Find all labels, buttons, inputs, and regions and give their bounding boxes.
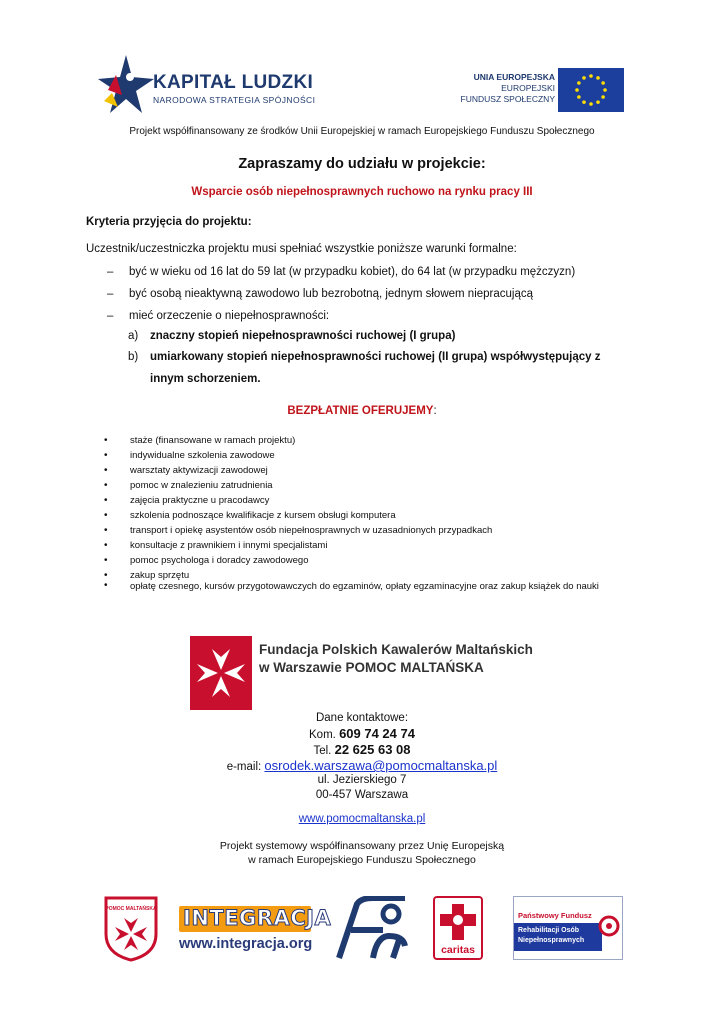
pomoc-maltanska-shield-icon xyxy=(104,896,158,962)
bullet-marker: • xyxy=(104,510,108,521)
offer-item xyxy=(104,495,269,506)
bullet-marker: • xyxy=(104,570,108,581)
bullet-marker: • xyxy=(104,555,108,566)
pfron-logo xyxy=(513,896,623,960)
foundation-name xyxy=(259,641,533,677)
criteria-item xyxy=(107,288,533,300)
offer-item xyxy=(104,450,275,461)
criteria-item-text: mieć orzeczenie o niepełnosprawności: xyxy=(129,310,330,322)
sub-item-marker: a) xyxy=(128,330,139,342)
criteria-intro: Uczestnik/uczestniczka projektu musi spełniać wszystkie poniższe warunki formalne: xyxy=(86,243,517,255)
criteria-item-text: być osobą nieaktywną zawodowo lub bezrobotną, jednym słowem niepracującą xyxy=(129,288,534,300)
far-logo-icon xyxy=(333,896,413,962)
sub-item-text: znaczny stopień niepełnosprawności ruchowej (I grupa) xyxy=(150,330,456,342)
offer-item xyxy=(104,525,492,536)
criteria-item xyxy=(107,310,329,322)
criteria-item-text: być w wieku od 16 lat do 59 lat (w przypadku kobiet), do 64 lat (w przypadku mężczyzn) xyxy=(129,266,576,278)
system-note-line2: w ramach Europejskiego Funduszu Społecznego xyxy=(248,854,476,866)
sub-item-text: umiarkowany stopień niepełnosprawności ruchowej (II grupa) współwystępujący z xyxy=(150,351,601,363)
phone-number: 22 625 63 08 xyxy=(334,742,411,757)
eu-star-icon xyxy=(577,81,581,85)
eu-star-icon xyxy=(596,100,600,104)
offer-item-text: indywidualne szkolenia zawodowe xyxy=(130,450,275,461)
bullet-marker: • xyxy=(104,450,108,461)
integracja-url: www.integracja.org xyxy=(179,936,313,952)
maltese-cross-logo-icon xyxy=(190,636,252,710)
eu-label xyxy=(455,72,555,105)
offer-item xyxy=(104,510,396,521)
website-row xyxy=(0,813,724,825)
cofinanced-note: Projekt współfinansowany ze środków Unii Europejskiej w ramach Europejskiego Funduszu Społecznego xyxy=(129,126,595,137)
invite-title: Zapraszamy do udziału w projekcie: xyxy=(238,156,486,172)
eu-star-icon xyxy=(601,95,605,99)
caritas-logo xyxy=(433,896,483,960)
bullet-marker: • xyxy=(104,465,108,476)
dash-marker: – xyxy=(107,266,114,278)
mobile-number: 609 74 24 74 xyxy=(339,726,415,741)
offer-item-text: szkolenia podnoszące kwalifikacje z kursem obsługi komputera xyxy=(130,510,396,521)
bullet-marker: • xyxy=(104,525,108,536)
foundation-name-line2: w Warszawie POMOC MALTAŃSKA xyxy=(259,660,484,675)
contact-phone xyxy=(0,742,724,757)
eu-star-icon xyxy=(582,100,586,104)
eu-star-icon xyxy=(577,95,581,99)
eu-star-icon xyxy=(575,88,579,92)
eu-star-icon xyxy=(582,76,586,80)
eu-star-icon xyxy=(589,102,593,106)
bullet-marker: • xyxy=(104,580,108,591)
eu-label-line2: EUROPEJSKI xyxy=(501,83,555,93)
integracja-wordmark: INTEGRACJA xyxy=(183,906,332,930)
contact-heading: Dane kontaktowe: xyxy=(315,712,409,724)
foundation-name-line1: Fundacja Polskich Kawalerów Maltańskich xyxy=(259,642,533,657)
offer-item xyxy=(104,465,268,476)
contact-city: 00-457 Warszawa xyxy=(315,789,409,801)
contact-email xyxy=(0,758,724,773)
website-link[interactable]: www.pomocmaltanska.pl xyxy=(298,813,426,825)
sub-item-marker: b) xyxy=(128,351,139,363)
criteria-heading: Kryteria przyjęcia do projektu: xyxy=(86,216,252,228)
pomoc-label: POMOC MALTAŃSKA xyxy=(105,906,157,912)
criteria-sub-item xyxy=(128,351,601,363)
bullet-marker: • xyxy=(104,480,108,491)
criteria-sub-item-continuation xyxy=(150,373,261,385)
dash-marker: – xyxy=(107,288,114,300)
offer-heading-colon: : xyxy=(433,405,437,417)
criteria-sub-item xyxy=(128,330,455,342)
dash-marker: – xyxy=(107,310,114,322)
contact-street: ul. Jezierskiego 7 xyxy=(317,774,407,786)
kapital-ludzki-star-icon xyxy=(98,55,154,120)
offer-item-text: zajęcia praktyczne u pracodawcy xyxy=(130,495,270,506)
email-label: e-mail: xyxy=(226,761,262,773)
offer-item xyxy=(104,435,295,446)
mobile-label: Kom. xyxy=(309,729,336,741)
offer-item-text: warsztaty aktywizacji zawodowej xyxy=(130,465,268,476)
criteria-item xyxy=(107,266,575,278)
eu-label-line1: UNIA EUROPEJSKA xyxy=(473,72,555,82)
integracja-logo xyxy=(179,896,332,956)
offer-item-text: transport i opiekę asystentów osób niepełnosprawnych w uzasadnionych przypadkach xyxy=(130,525,493,536)
eu-star-icon xyxy=(601,81,605,85)
kapital-ludzki-subtitle: NARODOWA STRATEGIA SPÓJNOŚCI xyxy=(153,95,316,105)
pfron-circle-icon xyxy=(598,915,620,937)
offer-item xyxy=(104,555,309,566)
pfron-line3: Niepełnosprawnych xyxy=(518,937,585,944)
eu-star-icon xyxy=(596,76,600,80)
offer-item xyxy=(104,480,273,491)
caritas-label: caritas xyxy=(441,944,475,956)
offer-item xyxy=(104,580,130,591)
kapital-ludzki-title: KAPITAŁ LUDZKI xyxy=(153,72,314,93)
eu-star-icon xyxy=(589,74,593,78)
offer-heading xyxy=(0,405,724,417)
bullet-marker: • xyxy=(104,495,108,506)
system-note-line1: Projekt systemowy współfinansowany przez Unię Europejską xyxy=(219,840,505,852)
eu-star-icon xyxy=(603,88,607,92)
offer-item-text: konsultacje z prawnikiem i innymi specjalistami xyxy=(130,540,328,551)
eu-label-line3: FUNDUSZ SPOŁECZNY xyxy=(460,94,555,104)
contact-mobile xyxy=(0,726,724,741)
offer-item xyxy=(104,540,327,551)
project-name: Wsparcie osób niepełnosprawnych ruchowo na rynku pracy III xyxy=(191,186,533,198)
offer-item-text: pomoc psychologa i doradcy zawodowego xyxy=(130,555,309,566)
eu-flag-icon xyxy=(558,68,624,112)
pfron-line2: Rehabilitacji Osób xyxy=(518,927,580,934)
bullet-marker: • xyxy=(104,540,108,551)
bullet-marker: • xyxy=(104,435,108,446)
offer-item-text: opłatę czesnego, kursów przygotowawczych do egzaminów, opłaty egzaminacyjne oraz zakup książek do nauki xyxy=(130,581,599,592)
caritas-cross-icon xyxy=(435,900,481,944)
offer-item-text: pomoc w znalezieniu zatrudnienia xyxy=(130,480,273,491)
pfron-text xyxy=(518,926,584,946)
offer-item-text: staże (finansowane w ramach projektu) xyxy=(130,435,296,446)
offer-heading-text: BEZPŁATNIE OFERUJEMY xyxy=(287,405,434,417)
sub-item-text: innym schorzeniem. xyxy=(150,373,261,385)
pfron-line1: Państwowy Fundusz xyxy=(518,911,592,920)
email-link[interactable]: osrodek.warszawa@pomocmaltanska.pl xyxy=(264,758,498,773)
phone-label: Tel. xyxy=(313,745,332,757)
offer-item-text: zakup sprzętu xyxy=(130,570,190,581)
